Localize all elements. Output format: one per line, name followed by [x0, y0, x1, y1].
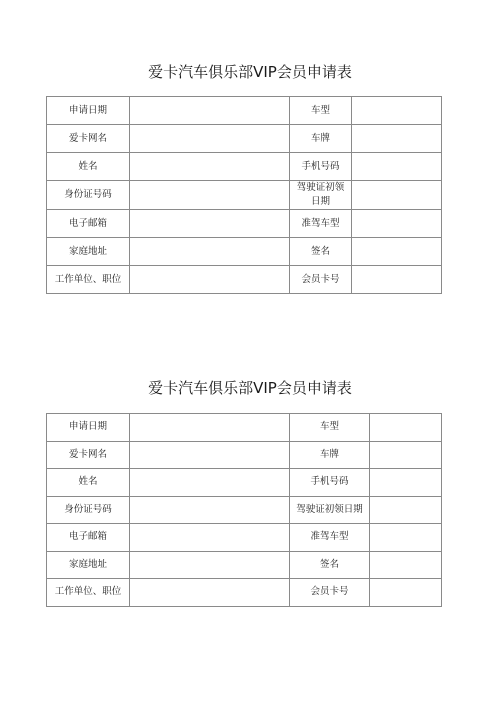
field-value-cell[interactable]: [130, 266, 290, 294]
field-value-cell[interactable]: [130, 97, 290, 125]
field-label: 准驾车型: [290, 210, 352, 238]
application-form-table: [46, 96, 442, 294]
field-label: 会员卡号: [290, 266, 352, 294]
field-value-cell[interactable]: [370, 551, 442, 579]
field-value-cell[interactable]: [130, 524, 290, 552]
field-label: 会员卡号: [290, 579, 370, 607]
table-row: [47, 579, 442, 607]
field-value-cell[interactable]: [370, 524, 442, 552]
table-row: [47, 125, 442, 153]
field-value-cell[interactable]: [370, 496, 442, 524]
field-value-cell[interactable]: [352, 125, 442, 153]
field-label: 手机号码: [290, 153, 352, 181]
table-row: [47, 97, 442, 125]
field-value-cell[interactable]: [352, 181, 442, 210]
field-label: 车型: [290, 97, 352, 125]
table-row: [47, 496, 442, 524]
table-row: [47, 469, 442, 497]
field-label: 车型: [290, 414, 370, 442]
field-label: 电子邮箱: [47, 524, 130, 552]
field-value-cell[interactable]: [130, 579, 290, 607]
field-value-cell[interactable]: [130, 153, 290, 181]
field-value-cell[interactable]: [130, 181, 290, 210]
field-label: 姓名: [47, 469, 130, 497]
field-value-cell[interactable]: [352, 153, 442, 181]
field-value-cell[interactable]: [370, 469, 442, 497]
field-label: 驾驶证初领日期: [290, 496, 370, 524]
field-label: 身份证号码: [47, 496, 130, 524]
table-row: [47, 266, 442, 294]
field-label: 签名: [290, 238, 352, 266]
field-value-cell[interactable]: [130, 238, 290, 266]
application-form-table: [46, 413, 442, 607]
form-table-body: [47, 414, 442, 607]
table-row: [47, 238, 442, 266]
field-label: 车牌: [290, 441, 370, 469]
field-value-cell[interactable]: [130, 441, 290, 469]
field-value-cell[interactable]: [130, 469, 290, 497]
table-row: [47, 441, 442, 469]
form-table-body: [47, 97, 442, 294]
field-value-cell[interactable]: [130, 125, 290, 153]
field-label: 家庭地址: [47, 551, 130, 579]
field-value-cell[interactable]: [352, 97, 442, 125]
field-label: 准驾车型: [290, 524, 370, 552]
table-row: [47, 153, 442, 181]
field-value-cell[interactable]: [370, 414, 442, 442]
field-value-cell[interactable]: [352, 266, 442, 294]
table-row: [47, 524, 442, 552]
table-row: [47, 210, 442, 238]
field-label: 驾驶证初领日期: [290, 181, 352, 210]
field-value-cell[interactable]: [370, 441, 442, 469]
field-label: 申请日期: [47, 97, 130, 125]
field-value-cell[interactable]: [130, 551, 290, 579]
table-row: [47, 414, 442, 442]
field-label: 签名: [290, 551, 370, 579]
field-label: 爱卡网名: [47, 125, 130, 153]
field-label: 爱卡网名: [47, 441, 130, 469]
field-label: 工作单位、职位: [47, 579, 130, 607]
field-label: 身份证号码: [47, 181, 130, 210]
field-value-cell[interactable]: [352, 210, 442, 238]
field-value-cell[interactable]: [352, 238, 442, 266]
form-title: 爱卡汽车俱乐部VIP会员申请表: [148, 63, 352, 81]
field-label: 电子邮箱: [47, 210, 130, 238]
field-value-cell[interactable]: [130, 210, 290, 238]
field-label: 家庭地址: [47, 238, 130, 266]
field-value-cell[interactable]: [370, 579, 442, 607]
table-row: [47, 551, 442, 579]
field-label: 申请日期: [47, 414, 130, 442]
field-value-cell[interactable]: [130, 496, 290, 524]
field-label: 车牌: [290, 125, 352, 153]
form-title: 爱卡汽车俱乐部VIP会员申请表: [148, 379, 352, 397]
table-row: [47, 181, 442, 210]
field-label: 手机号码: [290, 469, 370, 497]
field-value-cell[interactable]: [130, 414, 290, 442]
field-label: 姓名: [47, 153, 130, 181]
field-label: 工作单位、职位: [47, 266, 130, 294]
